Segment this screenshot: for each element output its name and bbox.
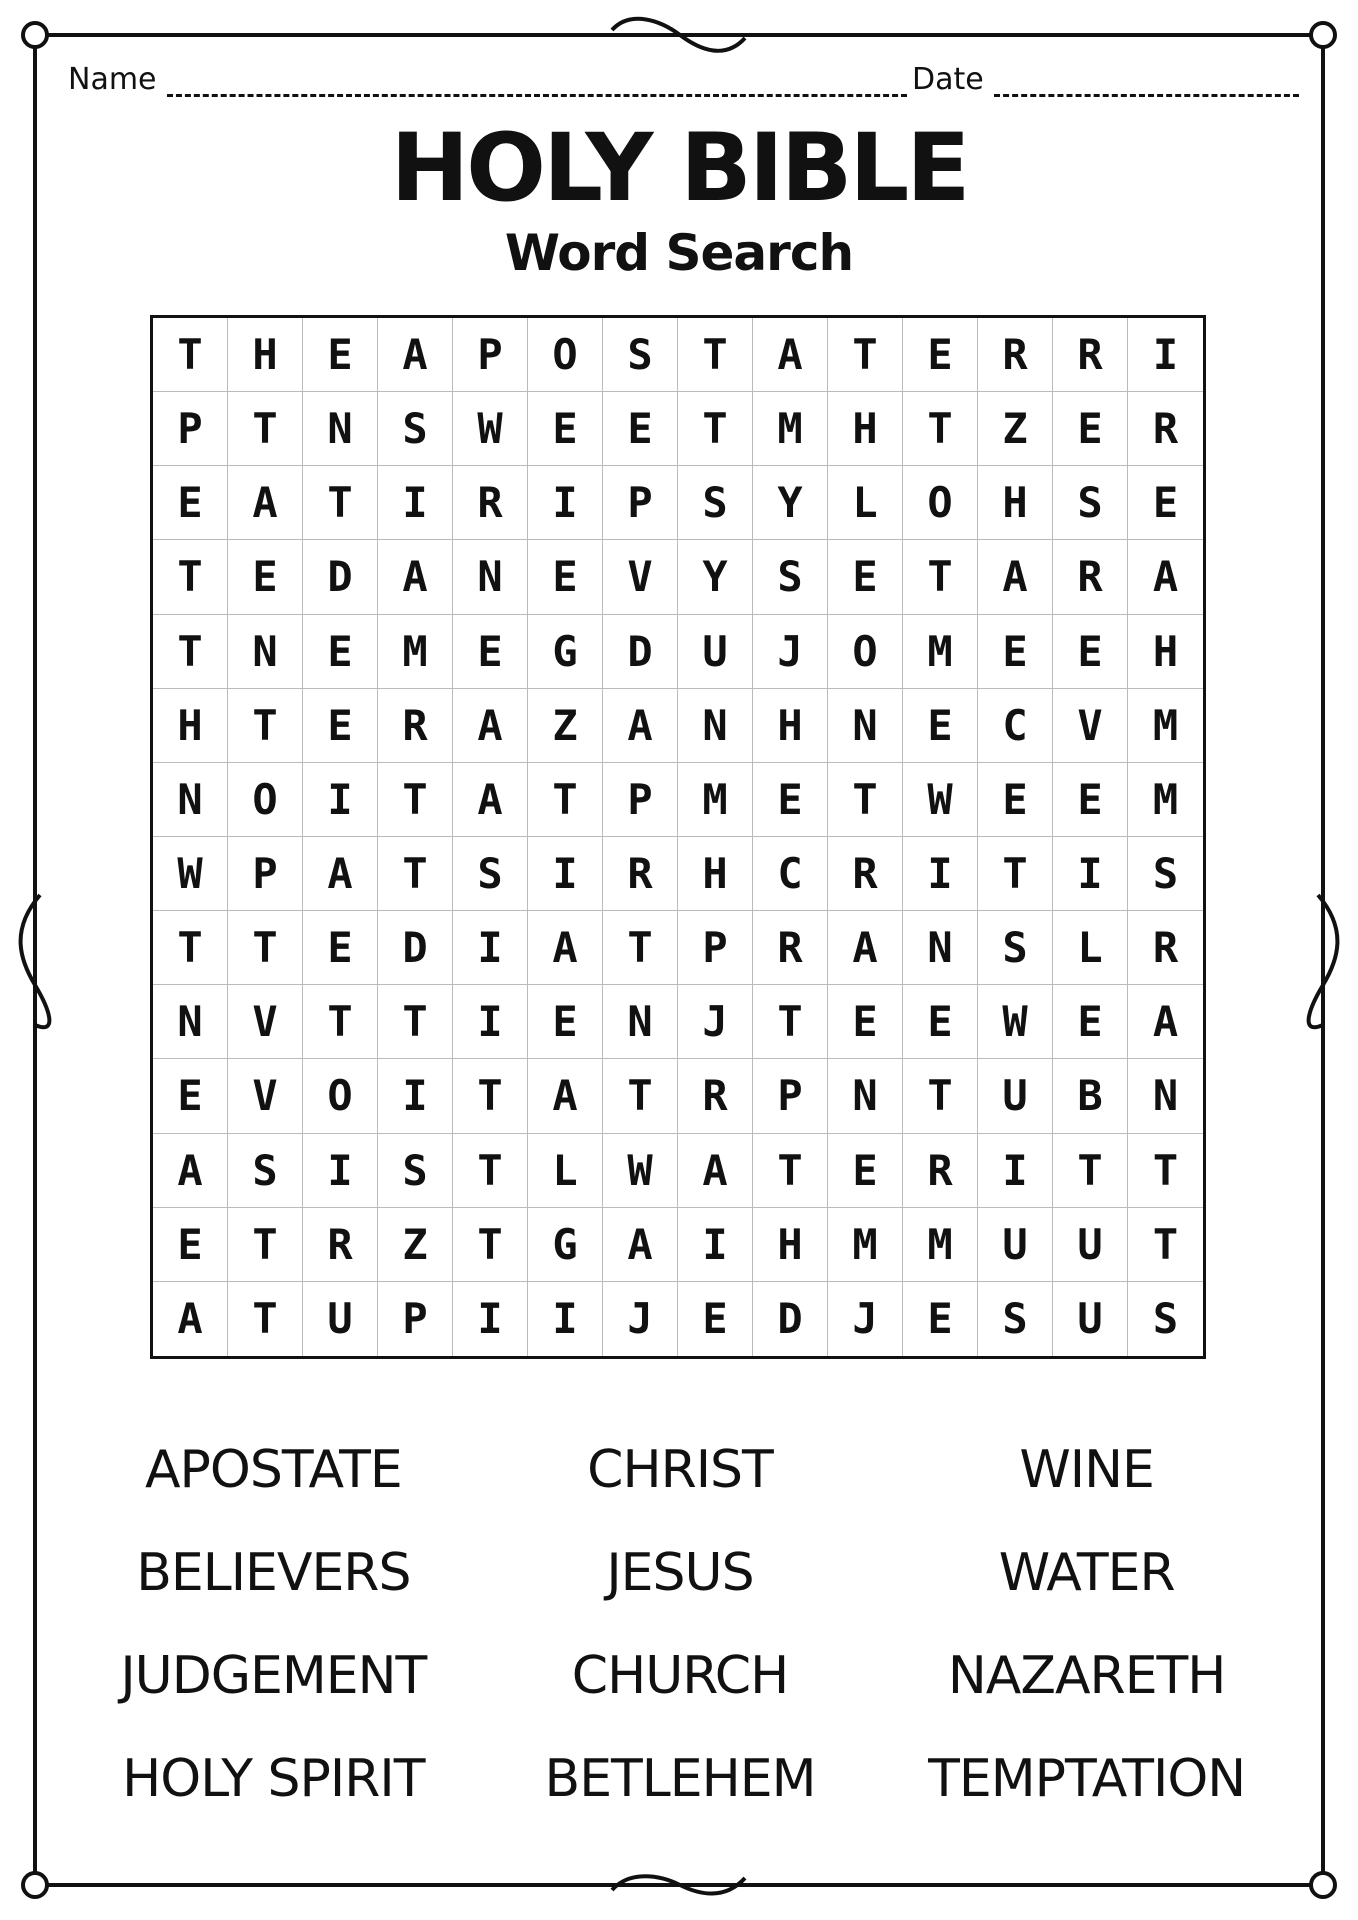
grid-cell[interactable]: J [828,1282,903,1356]
grid-cell[interactable]: O [228,763,303,837]
grid-cell[interactable]: H [678,837,753,911]
grid-cell[interactable]: U [303,1282,378,1356]
grid-cell[interactable]: Z [528,689,603,763]
grid-cell[interactable]: T [603,911,678,985]
grid-cell[interactable]: R [1128,911,1203,985]
grid-cell[interactable]: H [828,392,903,466]
grid-cell[interactable]: N [603,985,678,1059]
grid-cell[interactable]: I [678,1208,753,1282]
grid-cell[interactable]: T [753,1134,828,1208]
page-subtitle: Word Search [504,224,854,282]
grid-cell[interactable]: I [528,466,603,540]
grid-cell[interactable]: A [1128,985,1203,1059]
grid-cell[interactable]: A [153,1134,228,1208]
grid-cell[interactable]: T [228,392,303,466]
grid-cell[interactable]: A [528,911,603,985]
grid-cell[interactable]: A [453,763,528,837]
grid-cell[interactable]: T [153,318,228,392]
grid-cell[interactable]: T [453,1134,528,1208]
grid-cell[interactable]: O [903,466,978,540]
grid-cell[interactable]: S [228,1134,303,1208]
date-blank-line[interactable] [994,72,1299,97]
grid-cell[interactable]: E [528,985,603,1059]
grid-cell[interactable]: A [753,318,828,392]
grid-cell[interactable]: E [828,1134,903,1208]
grid-cell[interactable]: T [153,911,228,985]
grid-cell[interactable]: T [1128,1134,1203,1208]
grid-cell[interactable]: A [828,911,903,985]
word-list-item: JESUS [606,1542,754,1603]
grid-cell[interactable]: H [153,689,228,763]
grid-cell[interactable]: A [153,1282,228,1356]
grid-cell[interactable]: Z [978,392,1053,466]
grid-cell[interactable]: N [678,689,753,763]
grid-cell[interactable]: D [378,911,453,985]
word-list-item: JUDGEMENT [120,1645,427,1706]
grid-cell[interactable]: L [828,466,903,540]
grid-cell[interactable]: T [903,392,978,466]
grid-cell[interactable]: R [453,466,528,540]
grid-cell[interactable]: A [453,689,528,763]
grid-cell[interactable]: S [1152,1294,1179,1344]
grid-cell[interactable]: E [1128,466,1203,540]
grid-cell[interactable]: E [903,689,978,763]
grid-cell[interactable]: E [1053,985,1128,1059]
grid-cell[interactable]: O [528,318,603,392]
grid-cell[interactable]: L [1053,911,1128,985]
grid-cell[interactable]: A [978,540,1053,614]
grid-cell[interactable]: E [903,1282,978,1356]
grid-cell[interactable]: A [603,689,678,763]
grid-cell[interactable]: H [978,466,1053,540]
grid-cell[interactable]: S [978,1282,1053,1356]
grid-cell[interactable]: I [378,466,453,540]
grid-cell[interactable]: T [378,837,453,911]
grid-cell[interactable]: D [303,540,378,614]
grid-cell[interactable]: E [903,318,978,392]
grid-cell[interactable]: I [903,837,978,911]
grid-cell[interactable]: T [303,985,378,1059]
grid-cell[interactable]: M [828,1208,903,1282]
grid-cell[interactable]: I [1128,318,1203,392]
grid-cell[interactable]: M [378,615,453,689]
grid-cell[interactable]: W [978,985,1053,1059]
grid-cell[interactable]: R [978,318,1053,392]
grid-cell[interactable]: E [828,985,903,1059]
grid-cell[interactable]: L [528,1134,603,1208]
grid-cell[interactable]: Y [753,466,828,540]
grid-cell[interactable]: I [303,763,378,837]
grid-cell[interactable]: A [228,466,303,540]
grid-cell[interactable]: R [678,1059,753,1133]
grid-cell[interactable]: C [753,837,828,911]
grid-cell[interactable]: T [903,1059,978,1133]
grid-cell[interactable]: W [453,392,528,466]
grid-cell[interactable]: T [678,318,753,392]
grid-cell[interactable]: T [678,392,753,466]
grid-cell[interactable]: E [678,1282,753,1356]
grid-cell[interactable]: H [1128,615,1203,689]
grid-cell[interactable]: N [228,615,303,689]
grid-cell[interactable]: T [228,911,303,985]
grid-cell[interactable]: A [678,1134,753,1208]
grid-cell[interactable]: E [753,763,828,837]
grid-cell[interactable]: I [453,1282,528,1356]
grid-cell[interactable]: E [303,689,378,763]
grid-cell[interactable]: P [678,911,753,985]
grid-cell[interactable]: A [528,1059,603,1133]
word-list-item: APOSTATE [144,1439,402,1500]
date-field[interactable] [912,62,1299,97]
grid-cell[interactable]: E [528,392,603,466]
grid-cell[interactable]: N [153,763,228,837]
grid-cell[interactable]: M [753,392,828,466]
grid-cell[interactable]: T [153,540,228,614]
grid-cell[interactable]: R [828,837,903,911]
grid-cell[interactable]: T [828,763,903,837]
grid-cell[interactable]: H [753,689,828,763]
grid-cell[interactable]: N [828,689,903,763]
grid-cell[interactable]: J [753,615,828,689]
grid-cell[interactable]: E [153,1059,228,1133]
grid-cell[interactable]: D [753,1282,828,1356]
grid-cell[interactable]: S [378,1134,453,1208]
grid-cell[interactable]: I [528,1282,603,1356]
grid-cell[interactable]: S [753,540,828,614]
grid-cell[interactable]: M [1128,689,1203,763]
grid-cell[interactable]: A [378,540,453,614]
grid-cell[interactable]: M [903,1208,978,1282]
grid-cell[interactable]: W [603,1134,678,1208]
grid-cell[interactable]: E [153,1208,228,1282]
grid-cell[interactable]: D [603,615,678,689]
grid-cell[interactable]: O [303,1059,378,1133]
grid-cell[interactable]: I [978,1134,1053,1208]
grid-cell[interactable]: E [303,615,378,689]
grid-cell[interactable]: M [903,615,978,689]
word-list-item: HOLY SPIRIT [122,1748,425,1809]
grid-cell[interactable]: E [153,466,228,540]
name-blank-line[interactable] [167,72,907,97]
word-list-item: CHRIST [587,1439,773,1500]
grid-cell[interactable]: T [1053,1134,1128,1208]
grid-cell[interactable]: S [453,837,528,911]
grid-cell[interactable]: U [1053,1282,1128,1356]
grid-cell[interactable]: T [528,763,603,837]
grid-cell[interactable]: E [303,318,378,392]
grid-cell[interactable]: S [678,466,753,540]
word-list-item: BETLEHEM [544,1748,816,1809]
grid-cell[interactable]: C [978,689,1053,763]
grid-cell[interactable]: J [603,1282,678,1356]
grid-cell[interactable]: E [903,985,978,1059]
grid-cell[interactable]: I [528,837,603,911]
grid-cell[interactable]: M [678,763,753,837]
grid-cell[interactable]: E [1053,392,1128,466]
grid-cell[interactable]: T [603,1059,678,1133]
grid-cell[interactable]: T [228,1282,303,1356]
grid-cell[interactable]: T [378,985,453,1059]
grid-cell[interactable]: N [303,392,378,466]
grid-cell[interactable]: P [453,318,528,392]
grid-cell[interactable]: H [753,1208,828,1282]
word-list-item: TEMPTATION [928,1748,1246,1809]
grid-cell[interactable]: U [978,1059,1053,1133]
grid-cell[interactable]: T [828,318,903,392]
grid-cell[interactable]: P [603,466,678,540]
word-list-item: WATER [998,1542,1175,1603]
grid-cell[interactable]: E [1053,763,1128,837]
date-label: Date [912,62,984,97]
grid-cell[interactable]: E [978,615,1053,689]
grid-cell[interactable]: T [303,466,378,540]
grid-cell[interactable]: T [1128,1208,1203,1282]
grid-cell[interactable]: U [1053,1208,1128,1282]
page-title: HOLY BIBLE [390,114,968,223]
grid-cell[interactable]: Z [378,1208,453,1282]
grid-cell[interactable]: R [1128,392,1203,466]
grid-cell[interactable]: O [828,615,903,689]
grid-cell[interactable]: S [378,392,453,466]
name-field[interactable] [68,62,907,97]
grid-cell[interactable]: I [378,1059,453,1133]
grid-cell[interactable]: E [978,763,1053,837]
grid-cell[interactable]: T [453,1059,528,1133]
word-list-item: NAZARETH [947,1645,1226,1706]
grid-cell[interactable]: R [1053,540,1128,614]
grid-cell[interactable]: G [528,1208,603,1282]
grid-cell[interactable]: T [903,540,978,614]
grid-cell[interactable]: U [678,615,753,689]
grid-cell[interactable]: R [378,689,453,763]
grid-cell[interactable]: T [228,689,303,763]
grid-cell[interactable]: E [453,615,528,689]
grid-cell[interactable]: S [978,911,1053,985]
grid-cell[interactable]: N [903,911,978,985]
grid-cell[interactable]: S [603,318,678,392]
grid-cell[interactable]: I [453,911,528,985]
grid-cell[interactable]: R [1053,318,1128,392]
grid-cell[interactable]: T [153,615,228,689]
grid-cell[interactable]: I [303,1134,378,1208]
grid-cell[interactable]: G [528,615,603,689]
grid-cell[interactable]: N [153,985,228,1059]
grid-cell[interactable]: A [303,837,378,911]
word-search-grid [150,315,1206,1359]
grid-cell[interactable]: V [228,1059,303,1133]
grid-cell[interactable]: T [228,1208,303,1282]
grid-cell[interactable]: P [378,1282,453,1356]
grid-cell[interactable]: E [1053,615,1128,689]
grid-cell[interactable]: N [453,540,528,614]
grid-cell[interactable]: R [753,911,828,985]
word-list-item: WINE [1019,1439,1154,1500]
grid-cell[interactable]: R [903,1134,978,1208]
grid-cell[interactable]: M [1128,763,1203,837]
grid-cell[interactable]: P [753,1059,828,1133]
grid-cell[interactable]: I [1053,837,1128,911]
grid-cell[interactable]: S [1053,466,1128,540]
grid-cell[interactable]: I [453,985,528,1059]
grid-cell[interactable]: B [1053,1059,1128,1133]
grid-cell[interactable]: H [228,318,303,392]
grid-cell[interactable]: T [453,1208,528,1282]
grid-cell[interactable]: R [303,1208,378,1282]
grid-cell[interactable]: T [978,837,1053,911]
grid-cell[interactable]: E [603,392,678,466]
grid-cell[interactable]: E [828,540,903,614]
grid-cell[interactable]: P [228,837,303,911]
grid-cell[interactable]: S [1128,837,1203,911]
grid-cell[interactable]: U [978,1208,1053,1282]
grid-cell[interactable]: J [678,985,753,1059]
word-list [70,1418,1290,1830]
grid-cell[interactable]: W [903,763,978,837]
grid-cell[interactable]: E [303,911,378,985]
grid-cell[interactable]: V [228,985,303,1059]
word-list-item: BELIEVERS [136,1542,411,1603]
grid-cell[interactable]: R [603,837,678,911]
grid-cell[interactable]: A [603,1208,678,1282]
grid-cell[interactable]: A [1128,540,1203,614]
grid-cell[interactable]: Y [678,540,753,614]
word-list-item: CHURCH [571,1645,789,1706]
grid-cell[interactable]: N [828,1059,903,1133]
grid-cell[interactable]: N [1128,1059,1203,1133]
grid-cell[interactable]: P [153,392,228,466]
grid-cell[interactable]: V [603,540,678,614]
grid-cell[interactable]: W [153,837,228,911]
grid-cell[interactable]: E [228,540,303,614]
grid-cell[interactable]: T [753,985,828,1059]
grid-cell[interactable]: E [528,540,603,614]
name-label: Name [68,62,157,97]
grid-cell[interactable]: V [1053,689,1128,763]
grid-cell[interactable]: T [378,763,453,837]
grid-cell[interactable]: P [603,763,678,837]
grid-cell[interactable]: A [378,318,453,392]
